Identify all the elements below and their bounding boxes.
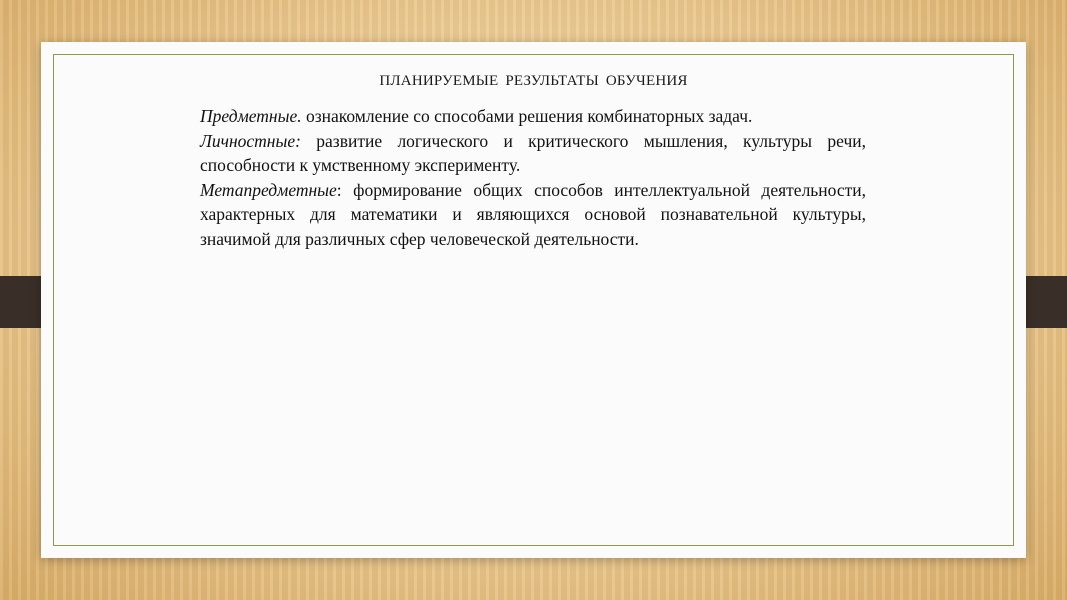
slide-card xyxy=(41,42,1026,558)
slide-content xyxy=(200,104,866,251)
personal-results-paragraph xyxy=(200,129,866,178)
slide-title: ПЛАНИРУЕМЫЕ РЕЗУЛЬТАТЫ ОБУЧЕНИЯ xyxy=(379,73,688,89)
metasubject-results-paragraph xyxy=(200,178,866,252)
personal-results-term: Личностные: xyxy=(200,130,301,151)
subject-results-paragraph xyxy=(200,104,866,129)
subject-results-text: ознакомление со способами решения комбинаторных задач. xyxy=(301,106,753,126)
metasubject-results-term: Метапредметные xyxy=(200,179,337,200)
metasubject-results-text: : формирование общих способов интеллектуальной деятельности, характерных для математики и являющихся основой познавательной культуры, значимой для различных сфер человеческой деятельности. xyxy=(200,179,866,249)
personal-results-text: развитие логического и критического мышления, культуры речи, способности к умственному эксперименту. xyxy=(200,130,866,175)
subject-results-term: Предметные. xyxy=(200,106,302,126)
